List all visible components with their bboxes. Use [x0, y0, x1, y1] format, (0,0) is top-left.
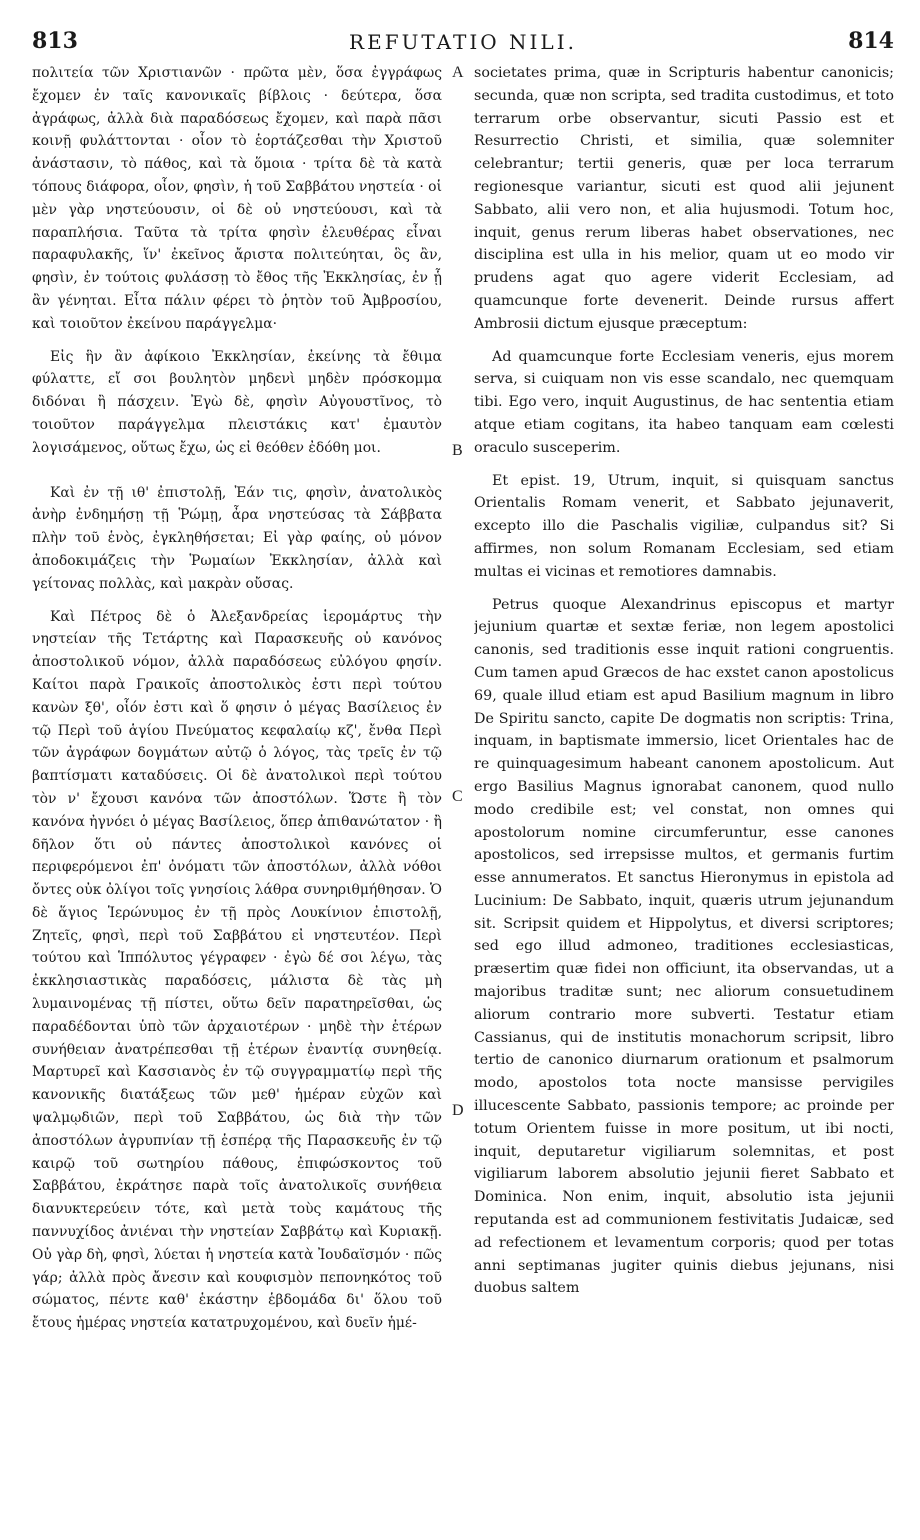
- page-number-right: 814: [848, 28, 894, 54]
- greek-paragraph: πολιτεία τῶν Χριστιανῶν · πρῶτα μὲν, ὅσα ἐγγράφως ἔχομεν ἐν ταῖς κανονικαῖς βίβλοις · δεύτερα, ὅσα ἀγράφως, ἀλλὰ διὰ παραδόσεως ἔχομεν, καὶ παρὰ πᾶσι κοινῇ φυλάττονται · οἷον τὸ ἑορτάζεσθαι τὴν Χριστοῦ ἀνάστασιν, τὸ πάθος, καὶ τὰ ὅμοια · τρίτα δὲ τὰ κατὰ τόπους διάφορα, οἷον, φησὶν, ἡ τοῦ Σαββάτου νηστεία · οἱ μὲν γὰρ νηστεύουσιν, οἱ δὲ οὐ νηστεύουσι, καὶ τὰ παραπλήσια. Ταῦτα τὰ τρίτα φησὶν ἐλευθέρας εἶναι παραφυλακῆς, ἵν' ἐκεῖνος ἄριστα πολιτεύηται, ὃς ἂν, φησὶν, ἐν τούτοις φυλάσσῃ τὸ ἔθος τῆς Ἐκκλησίας, ἐν ᾗ ἂν γένηται. Εἶτα πάλιν φέρει τὸ ῥητὸν τοῦ Ἀμβροσίου, καὶ τοιοῦτον ἐκείνου παράγγελμα·: [32, 65, 442, 332]
- latin-column: [474, 62, 894, 1522]
- page-header: [32, 28, 894, 56]
- margin-marker-d: D: [452, 1102, 464, 1119]
- page-number-left: 813: [32, 28, 78, 54]
- latin-paragraph: Et epist. 19, Utrum, inquit, si quisquam sanctus Orientalis Romam venerit, et Sabbato jejunaverit, excepto illo die Paschalis vigiliæ, culpandus sit? Si affirmes, non solum Romanam Ecclesiam, sed etiam multas ei vicinas et remotiores damnabis.: [474, 472, 894, 580]
- running-title: REFUTATIO NILI.: [349, 30, 577, 54]
- margin-marker-c: C: [452, 788, 463, 805]
- margin-marker-b: B: [452, 442, 463, 459]
- latin-paragraph: Petrus quoque Alexandrinus episcopus et martyr jejunium quartæ et sextæ feriæ, non legem apostolici canonis, sed traditionis esse inquit rationi congruentis. Cum tamen apud Græcos de hac exstet canon apostolicus 69, quale illud etiam est apud Basilium magnum in libro De Spiritu sancto, capite De dogmatis non scriptis: Trina, inquam, in baptismate immersio, licet Orientales hac de re quinquagesimum habeant canonem apostolicum. Aut ergo Basilius Magnus ignorabat canonem, quod nullo modo credibile est; vel constat, non omnes qui apostolorum nomine circumferuntur, esse canones apostolicos, sed irrepsisse multos, et germanis furtim esse annumeratos. Et sanctus Hieronymus in epistola ad Lucinium: De Sabbato, inquit, quæris utrum jejunandum sit. Scripsit quidem et Hippolytus, et diversi scriptores; sed ego illud admoneo, traditiones ecclesiasticas, præsertim quæ fidei non officiunt, ita observandas, ut a majoribus traditæ sunt; nec aliorum consuetudinem aliorum contrario more subverti. Testatur etiam Cassianus, qui de institutis monachorum scripsit, libro tertio de canonico diurnarum orationum et psalmorum modo, apostolos tota nocte mansisse pervigiles illucescente Sabbato, passionis tempore; ac proinde per totum Orientem fuisse in more positum, ut ibi nocti, inquit, deputaretur vigiliarum solemnitas, et post vigiliarum laborem absolutio jejunii fieret Sabbato et Dominica. Non enim, inquit, absolutio ista jejunii reputanda est ad communionem festivitatis Judaicæ, sed ad refectionem et levamentum corporis; quod per totas anni septimanas jugiter quinis diebus jejunans, nisi duobus saltem: [474, 596, 894, 1297]
- greek-column: [32, 62, 442, 1522]
- greek-paragraph: Εἰς ἣν ἂν ἀφίκοιο Ἐκκλησίαν, ἐκείνης τὰ ἔθιμα φύλαττε, εἴ σοι βουλητὸν μηδενὶ μηδὲν πρόσκομμα διδόναι ἢ πάσχειν. Ἐγὼ δὲ, φησὶν Αὐγουστῖνος, τὸ τοιοῦτον παράγγελμα πλειστάκις κατ' ἐμαυτὸν λογισάμενος, οὕτως ἔχω, ὡς εἰ θεόθεν ἐδόθη μοι.: [32, 348, 442, 456]
- greek-paragraph: Καὶ ἐν τῇ ιθ' ἐπιστολῇ, Ἐάν τις, φησὶν, ἀνατολικὸς ἀνὴρ ἐνδημήσῃ τῇ Ῥώμῃ, ἆρα νηστεύσας τὰ Σάββατα πλὴν τοῦ ἑνὸς, ἐγκληθήσεται; Εἰ γὰρ φαίης, οὐ μόνον ἀποδοκιμάζεις τὴν Ῥωμαίων Ἐκκλησίαν, ἀλλὰ καὶ γείτονας πολλὰς, καὶ μακρὰν οὔσας.: [32, 484, 442, 592]
- margin-marker-a: A: [452, 64, 464, 81]
- greek-paragraph: Καὶ Πέτρος δὲ ὁ Ἀλεξανδρείας ἱερομάρτυς τὴν νηστείαν τῆς Τετάρτης καὶ Παρασκευῆς οὐ κανόνος ἀποστολικοῦ νόμον, ἀλλὰ παραδόσεως εὐλόγου φησίν. Καίτοι παρὰ Γραικοῖς ἀποστολικὸς ἐστι περὶ τούτου κανὼν ξθ', οἷόν ἐστι καὶ ὅ φησιν ὁ μέγας Βασίλειος ἐν τῷ Περὶ τοῦ ἁγίου Πνεύματος κεφαλαίῳ κζ', ἔνθα Περὶ τῶν ἀγράφων δογμάτων αὐτῷ ὁ λόγος, τὰς τρεῖς ἐν τῷ βαπτίσματι καταδύσεις. Οἱ δὲ ἀνατολικοὶ περὶ τούτου τὸν ν' ἔχουσι κανόνα τῶν ἀποστόλων. Ὥστε ἢ τὸν κανόνα ἠγνόει ὁ μέγας Βασίλειος, ὅπερ ἀπιθανώτατον · ἢ δῆλον ὅτι οὐ πάντες ἀποστολικοὶ κανόνες οἱ περιφερόμενοι ἐπ' ὀνόματι τῶν ἀποστόλων, ἀλλὰ νόθοι ὄντες οὐκ ὀλίγοι τοῖς γνησίοις λάθρα συνηριθμήθησαν. Ὁ δὲ ἅγιος Ἱερώνυμος ἐν τῇ πρὸς Λουκίνιον ἐπιστολῇ, Ζητεῖς, φησὶ, περὶ τοῦ Σαββάτου εἰ νηστευτέον. Περὶ τούτου καὶ Ἱππόλυτος γέγραφεν · ἐγὼ δέ σοι λέγω, τὰς ἐκκλησιαστικὰς παραδόσεις, μάλιστα δὲ τὰς μὴ λυμαινομένας τῇ πίστει, οὕτω δεῖν παρατηρεῖσθαι, ὡς παραδέδονται ὑπὸ τῶν ἀρχαιοτέρων · μηδὲ τὴν ἑτέρων συνήθειαν ἀνατρέπεσθαι τῇ ἑτέρων ἐναντίᾳ συνηθείᾳ. Μαρτυρεῖ καὶ Κασσιανὸς ἐν τῷ συγγραμματίῳ περὶ τῆς κανονικῆς διατάξεως τῶν μεθ' ἡμέραν εὐχῶν καὶ ψαλμῳδιῶν, περὶ τοῦ Σαββάτου, ὡς διὰ τὴν τῶν ἀποστόλων ἀγρυπνίαν τῇ ἑσπέρᾳ τῆς Παρασκευῆς ἐν τῷ καιρῷ τοῦ σωτηρίου πάθους, ἐπιφώσκοντος τοῦ Σαββάτου, ἐκράτησε παρὰ τοῖς ἀνατολικοῖς συνήθεια διανυκτερεύειν τότε, καὶ μετὰ τοὺς καμάτους τῆς παννυχίδος ἀνιέναι τὴν νηστείαν Σαββάτῳ καὶ Κυριακῇ. Οὐ γὰρ δὴ, φησὶ, λύεται ἡ νηστεία κατὰ Ἰουδαϊσμόν · πῶς γάρ; ἀλλὰ πρὸς ἄνεσιν καὶ κουφισμὸν πεπονηκότος τοῦ σώματος, πέντε καθ' ἑκάστην ἑβδομάδα δι' ὅλου τοῦ ἔτους ἡμέρας νηστεία κατατρυχομένου, καὶ δυεῖν ἡμέ-: [32, 608, 442, 1332]
- latin-paragraph: Ad quamcunque forte Ecclesiam veneris, ejus morem serva, si cuiquam non vis esse scandalo, nec quemquam tibi. Ego vero, inquit Augustinus, de hac sententia etiam atque etiam cogitans, ita habeo tanquam eam cœlesti oraculo susceperim.: [474, 348, 894, 456]
- latin-paragraph: societates prima, quæ in Scripturis habentur canonicis; secunda, quæ non scripta, sed tradita custodimus, et toto terrarum orbe observantur, sicuti Passio est et Resurrectio Christi, et similia, quæ solemniter celebrantur; tertii generis, quæ per loca terrarum regionesque variantur, sicuti est quod alii jejunent Sabbato, alii vero non, et alia hujusmodi. Totum hoc, inquit, genus rerum liberas habet observationes, nec disciplina est ulla in his melior, quam ut eo modo vir prudens agat quo agere viderit Ecclesiam, ad quamcunque forte devenerit. Deinde rursus affert Ambrosii dictum ejusque præceptum:: [474, 65, 894, 332]
